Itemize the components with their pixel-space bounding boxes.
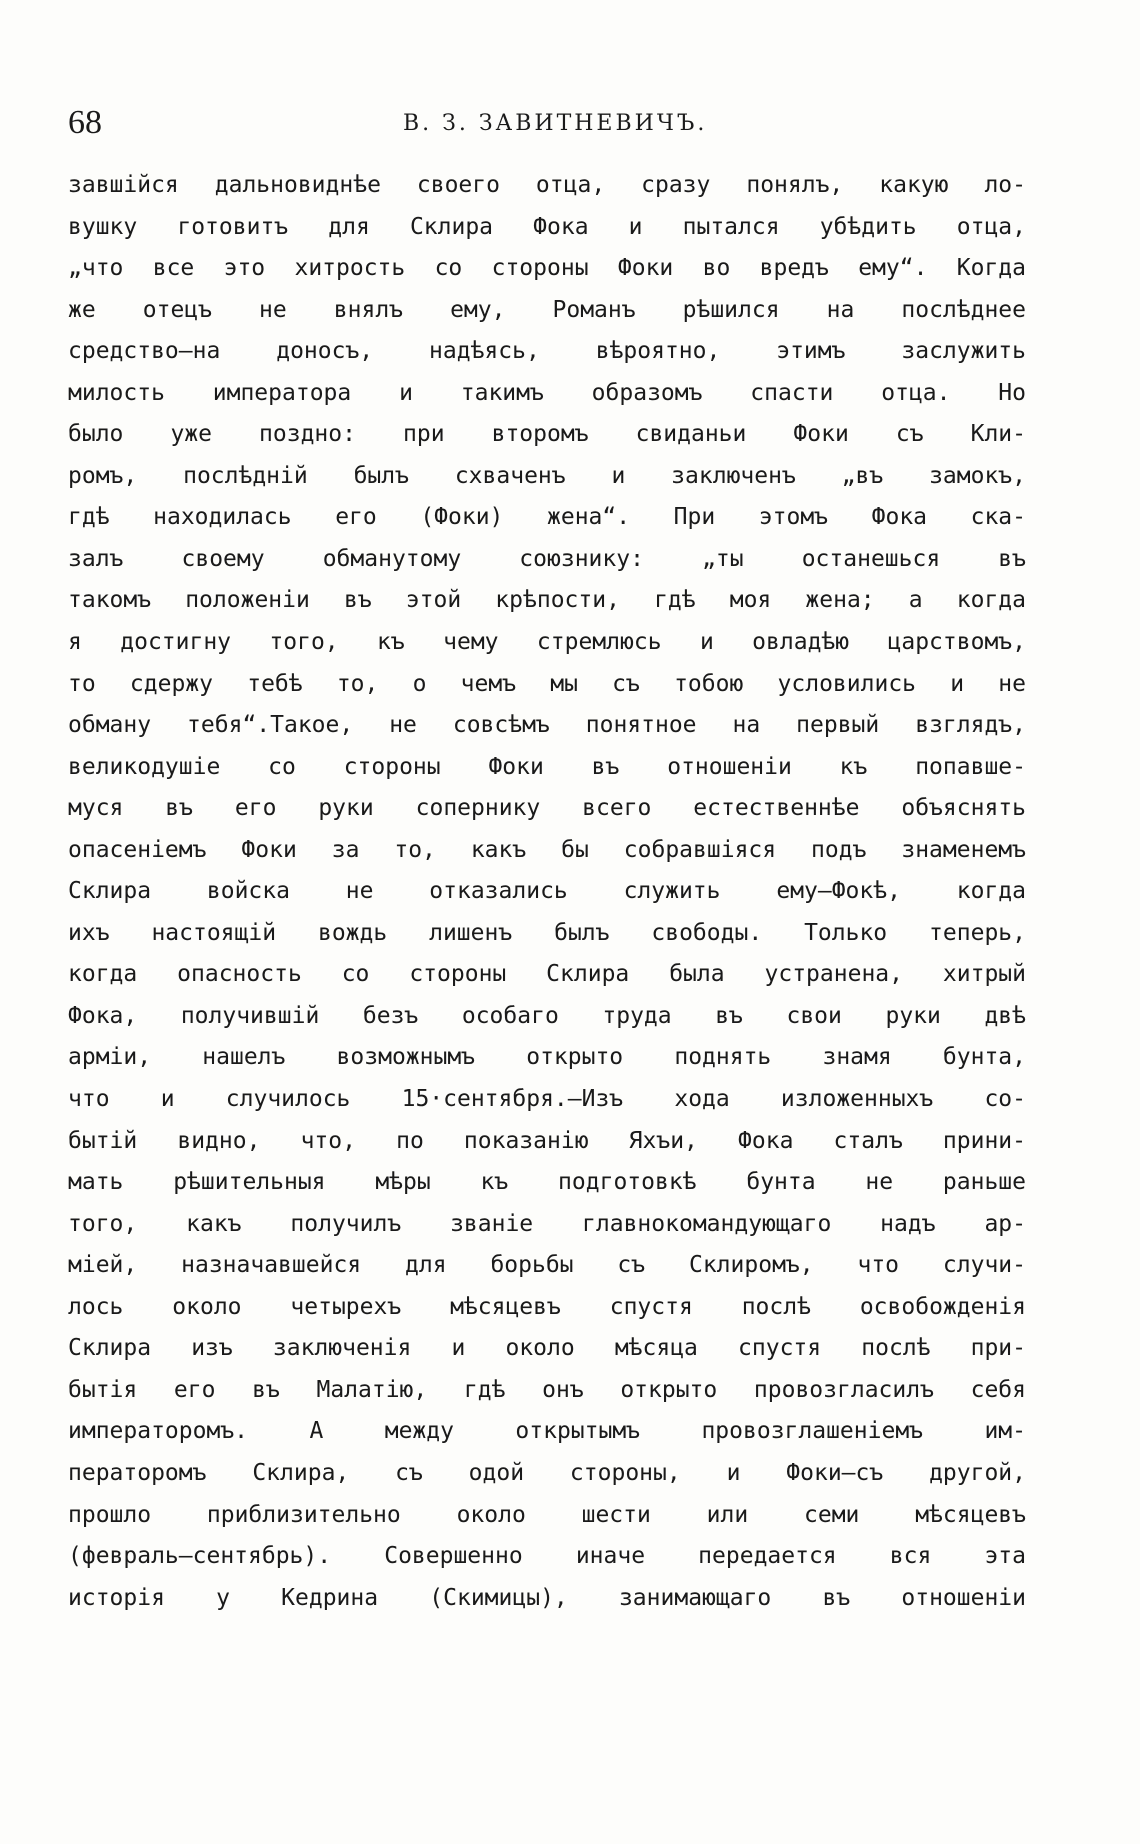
text-line: исторія у Кедрина (Скимицы), занимающаго въ отношеніи [68, 1584, 1026, 1611]
text-line: ихъ настоящій вождь лишенъ былъ свободы. Только теперь, [68, 919, 1026, 946]
text-line: бытія его въ Малатію, гдѣ онъ открыто провозгласилъ себя [68, 1376, 1026, 1403]
text-line: я достигну того, къ чему стремлюсь и овладѣю царствомъ, [68, 629, 1026, 656]
body-text [68, 165, 1026, 1619]
text-line: мать рѣшительныя мѣры къ подготовкѣ бунта не раньше [68, 1169, 1026, 1196]
text-line: такомъ положеніи въ этой крѣпости, гдѣ моя жена; а когда [68, 587, 1026, 614]
text-line: обману тебя“.Такое, не совсѣмъ понятное на первый взглядъ, [68, 712, 1026, 739]
text-line: прошло приблизительно около шести или семи мѣсяцевъ [68, 1501, 1026, 1528]
text-line: то сдержу тебѣ то, о чемъ мы съ тобою условились и не [68, 670, 1026, 697]
text-line: же отецъ не внялъ ему, Романъ рѣшился на послѣднее [68, 296, 1026, 323]
text-line: міей, назначавшейся для борьбы съ Склиромъ, что случи- [68, 1252, 1026, 1279]
text-line: гдѣ находилась его (Фоки) жена“. При этомъ Фока ска- [68, 504, 1026, 531]
text-line: „что все это хитрость со стороны Фоки во вредъ ему“. Когда [68, 255, 1026, 282]
text-line: арміи, нашелъ возможнымъ открыто поднять знамя бунта, [68, 1044, 1026, 1071]
text-line: бытій видно, что, по показанію Яхъи, Фока сталъ прини- [68, 1127, 1026, 1154]
text-line: Склира изъ заключенія и около мѣсяца спустя послѣ при- [68, 1335, 1026, 1362]
text-line: Фока, получившій безъ особаго труда въ свои руки двѣ [68, 1002, 1026, 1029]
text-line: опасеніемъ Фоки за то, какъ бы собравшіяся подъ знаменемъ [68, 836, 1026, 863]
text-line: великодушіе со стороны Фоки въ отношеніи къ попавше- [68, 753, 1026, 780]
text-line: Склира войска не отказались служить ему—Фокѣ, когда [68, 878, 1026, 905]
text-line: ромъ, послѣдній былъ схваченъ и заключенъ „въ замокъ, [68, 462, 1026, 489]
text-line: было уже поздно: при второмъ свиданьи Фоки съ Кли- [68, 421, 1026, 448]
text-line: что и случилось 15·сентября.—Изъ хода изложенныхъ со- [68, 1086, 1026, 1113]
text-line: муся въ его руки сопернику всего естественнѣе объяснять [68, 795, 1026, 822]
text-line: завшійся дальновиднѣе своего отца, сразу понялъ, какую ло- [68, 172, 1026, 198]
page-number: 68 [68, 104, 102, 141]
text-line: ператоромъ Склира, съ одой стороны, и Фоки—съ другой, [68, 1459, 1026, 1486]
text-line: средство—на доносъ, надѣясь, вѣроятно, этимъ заслужить [68, 338, 1026, 365]
text-line: милость императора и такимъ образомъ спасти отца. Но [68, 379, 1026, 406]
text-line: лось около четырехъ мѣсяцевъ спустя послѣ освобожденія [68, 1293, 1026, 1320]
text-line: вушку готовитъ для Склира Фока и пытался убѣдить отца, [68, 213, 1026, 240]
page-header [68, 106, 1024, 146]
running-head: В. З. ЗАВИТНЕВИЧЪ. [403, 111, 708, 136]
text-line: (февраль—сентябрь). Совершенно иначе передается вся эта [68, 1543, 1026, 1570]
text-line: императоромъ. А между открытымъ провозглашеніемъ им- [68, 1418, 1026, 1445]
text-line: залъ своему обманутому союзнику: „ты останешься въ [68, 545, 1026, 572]
text-line: того, какъ получилъ званіе главнокомандующаго надъ ар- [68, 1210, 1026, 1237]
text-line: когда опасность со стороны Склира была устранена, хитрый [68, 961, 1026, 988]
